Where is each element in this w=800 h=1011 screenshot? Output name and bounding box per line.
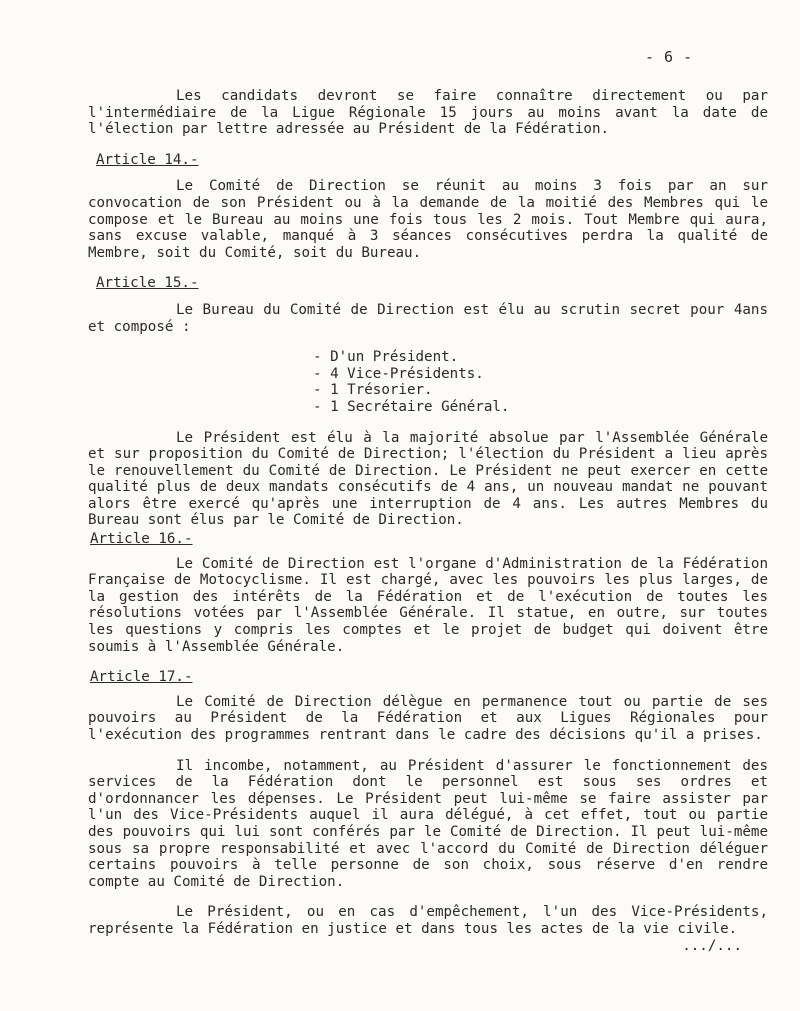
article-17-paragraph-3: Le Président, ou en cas d'empêchement, l'un des Vice-Présidents, représente la Fédération en justice et dans tous les actes de la vie civile. <box>88 904 768 937</box>
article-15-paragraph-2: Le Président est élu à la majorité absolue par l'Assemblée Générale et sur proposition du Comité de Direction; l'élection du Président a lieu après le renouvellement du Comité de Direction. Le Président ne peut exercer en cette qualité plus de deux mandats consécutifs de 4 ans, un nouveau mandat ne pouvant alors être exercé qu'après une interruption de 4 ans. Les autres Membres du Bureau sont élus par le Comité de Direction. <box>88 429 768 529</box>
article-17-heading: Article 17.- <box>90 669 193 686</box>
list-item: - 4 Vice-Présidents. <box>313 365 484 382</box>
article-16-heading: Article 16.- <box>90 531 193 548</box>
article-15-heading: Article 15.- <box>96 275 199 292</box>
list-item: - 1 Trésorier. <box>313 382 433 399</box>
article-16-paragraph: Le Comité de Direction est l'organe d'Administration de la Fédération Française de Motocyclisme. Il est chargé, avec les pouvoirs les plus larges, de la gestion des intérêts de la Fédération et de l'exécution de toutes les résolutions votées par l'Assemblée Générale. Il statue, en outre, sur toutes les questions y compris les comptes et le projet de budget qui doivent être soumis à l'Assemblée Générale. <box>88 555 768 655</box>
list-item: - 1 Secrétaire Général. <box>313 398 510 415</box>
article-14-paragraph: Le Comité de Direction se réunit au moins 3 fois par an sur convocation de son Président ou à la demande de la moitié des Membres qui le compose et le Bureau au moins une fois tous les 2 mois. Tout Membre qui aura, sans excuse valable, manqué à 3 séances consécutives perdra la qualité de Membre, soit du Comité, soit du Bureau. <box>88 178 768 261</box>
page-number: - 6 - <box>645 48 693 66</box>
article-14-heading: Article 14.- <box>96 151 199 168</box>
continuation-mark: .../... <box>682 938 742 954</box>
article-15-paragraph-1: Le Bureau du Comité de Direction est élu au scrutin secret pour 4ans et composé : <box>88 301 768 335</box>
list-item: - D'un Président. <box>313 349 459 366</box>
document-body <box>88 88 768 952</box>
article-17-paragraph-2: Il incombe, notamment, au Président d'assurer le fonctionnement des services de la Fédération dont le personnel est sous ses ordres et d'ordonnancer les dépenses. Le Président peut lui-même se faire assister par l'un des Vice-Présidents auquel il aura délégué, à cet effet, tout ou partie des pouvoirs qui lui sont conférés par le Comité de Direction. Il peut lui-même sous sa propre responsabilité et avec l'accord du Comité de Direction déléguer certains pouvoirs à telle personne de son choix, sous réserve d'en rendre compte au Comité de Direction. <box>88 757 768 890</box>
bureau-composition-list <box>313 349 768 415</box>
article-17-paragraph-1: Le Comité de Direction délègue en permanence tout ou partie de ses pouvoirs au Président de la Fédération et aux Ligues Régionales pour l'exécution des programmes rentrant dans le cadre des décisions qu'il a prises. <box>88 693 768 743</box>
paragraph-candidates: Les candidats devront se faire connaître directement ou par l'intermédiaire de la Ligue Régionale 15 jours au moins avant la date de l'élection par lettre adressée au Président de la Fédération. <box>88 88 768 138</box>
